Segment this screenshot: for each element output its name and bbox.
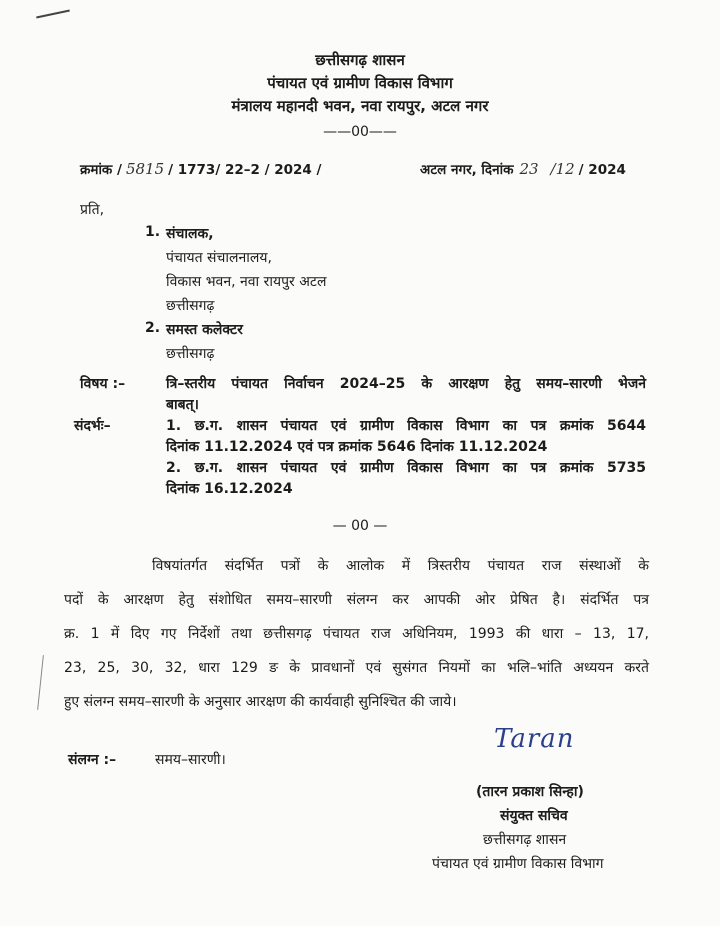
signature-scribble: Taran bbox=[494, 724, 575, 754]
section-divider: — 00 — bbox=[332, 518, 388, 534]
body-line-2: पदों के आरक्षण हेतु संशोधित समय–सारणी संलग्न कर आपकी ओर प्रेषित है। संदर्भित पत्र bbox=[64, 592, 649, 608]
ref-number-line bbox=[80, 160, 321, 178]
body-line-4: 23, 25, 30, 32, धारा 129 ङ के प्रावधानों एवं सुसंगत नियमों का भलि–भांति अध्ययन करते bbox=[64, 660, 649, 676]
recipient-1-number: 1. bbox=[145, 224, 161, 240]
recipient-1-line3: छत्तीसगढ़ bbox=[166, 298, 215, 314]
ref-prefix: क्रमांक / bbox=[80, 162, 122, 178]
reference-1-line1: 1. छ.ग. शासन पंचायत एवं ग्रामीण विकास विभाग का पत्र क्रमांक 5644 bbox=[166, 418, 646, 434]
date-day: 23 bbox=[519, 160, 539, 178]
date-year: / 2024 bbox=[578, 162, 626, 178]
department-name: पंचायत एवं ग्रामीण विकास विभाग bbox=[267, 74, 453, 92]
date-month: /12 bbox=[550, 160, 575, 178]
reference-2-line2: दिनांक 16.12.2024 bbox=[166, 481, 293, 497]
recipient-1-title: संचालक, bbox=[166, 226, 214, 242]
subject-label: विषय :– bbox=[80, 376, 126, 392]
signatory-designation: संयुक्त सचिव bbox=[500, 808, 568, 824]
signatory-office-1: छत्तीसगढ़ शासन bbox=[483, 832, 567, 848]
signatory-office-2: पंचायत एवं ग्रामीण विकास विभाग bbox=[432, 856, 604, 872]
body-line-1: विषयांतर्गत संदर्भित पत्रों के आलोक में त्रिस्तरीय पंचायत राज संस्थाओं के bbox=[152, 558, 649, 574]
ref-rest: / 1773/ 22–2 / 2024 / bbox=[168, 162, 322, 178]
header-divider: ——00—— bbox=[323, 124, 397, 140]
reference-2-line1: 2. छ.ग. शासन पंचायत एवं ग्रामीण विकास विभाग का पत्र क्रमांक 5735 bbox=[166, 460, 646, 476]
office-address: मंत्रालय महानदी भवन, नवा रायपुर, अटल नगर bbox=[231, 97, 489, 115]
date-prefix: अटल नगर, दिनांक bbox=[420, 162, 514, 178]
subject-line2: बाबत्। bbox=[166, 397, 199, 413]
date-line bbox=[420, 160, 626, 178]
govt-name: छत्तीसगढ़ शासन bbox=[315, 51, 405, 69]
ref-handwritten-number: 5815 bbox=[125, 160, 165, 178]
corner-pen-mark bbox=[36, 9, 70, 18]
reference-1-line2: दिनांक 11.12.2024 एवं पत्र क्रमांक 5646 दिनांक 11.12.2024 bbox=[166, 439, 548, 455]
recipient-1-line1: पंचायत संचालनालय, bbox=[166, 250, 272, 266]
recipient-2-line1: छत्तीसगढ़ bbox=[166, 346, 215, 362]
signatory-name: (तारन प्रकाश सिन्हा) bbox=[476, 784, 584, 800]
subject-line1: त्रि–स्तरीय पंचायत निर्वाचन 2024–25 के आरक्षण हेतु समय–सारणी भेजने bbox=[166, 376, 646, 392]
to-label: प्रति, bbox=[80, 202, 105, 218]
recipient-2-number: 2. bbox=[145, 320, 161, 336]
enclosure-label: संलग्न :– bbox=[68, 752, 117, 768]
recipient-1-line2: विकास भवन, नवा रायपुर अटल bbox=[166, 274, 327, 290]
enclosure-value: समय–सारणी। bbox=[155, 752, 226, 768]
body-line-3: क्र. 1 में दिए गए निर्देशों तथा छत्तीसगढ़ पंचायत राज अधिनियम, 1993 की धारा – 13, 17, bbox=[64, 626, 649, 642]
body-line-5: हुए संलग्न समय–सारणी के अनुसार आरक्षण की कार्यवाही सुनिश्चित की जाये। bbox=[64, 694, 457, 710]
margin-pen-mark bbox=[37, 655, 44, 710]
recipient-2-title: समस्त कलेक्टर bbox=[166, 322, 243, 338]
reference-label: संदर्भः– bbox=[74, 418, 111, 434]
